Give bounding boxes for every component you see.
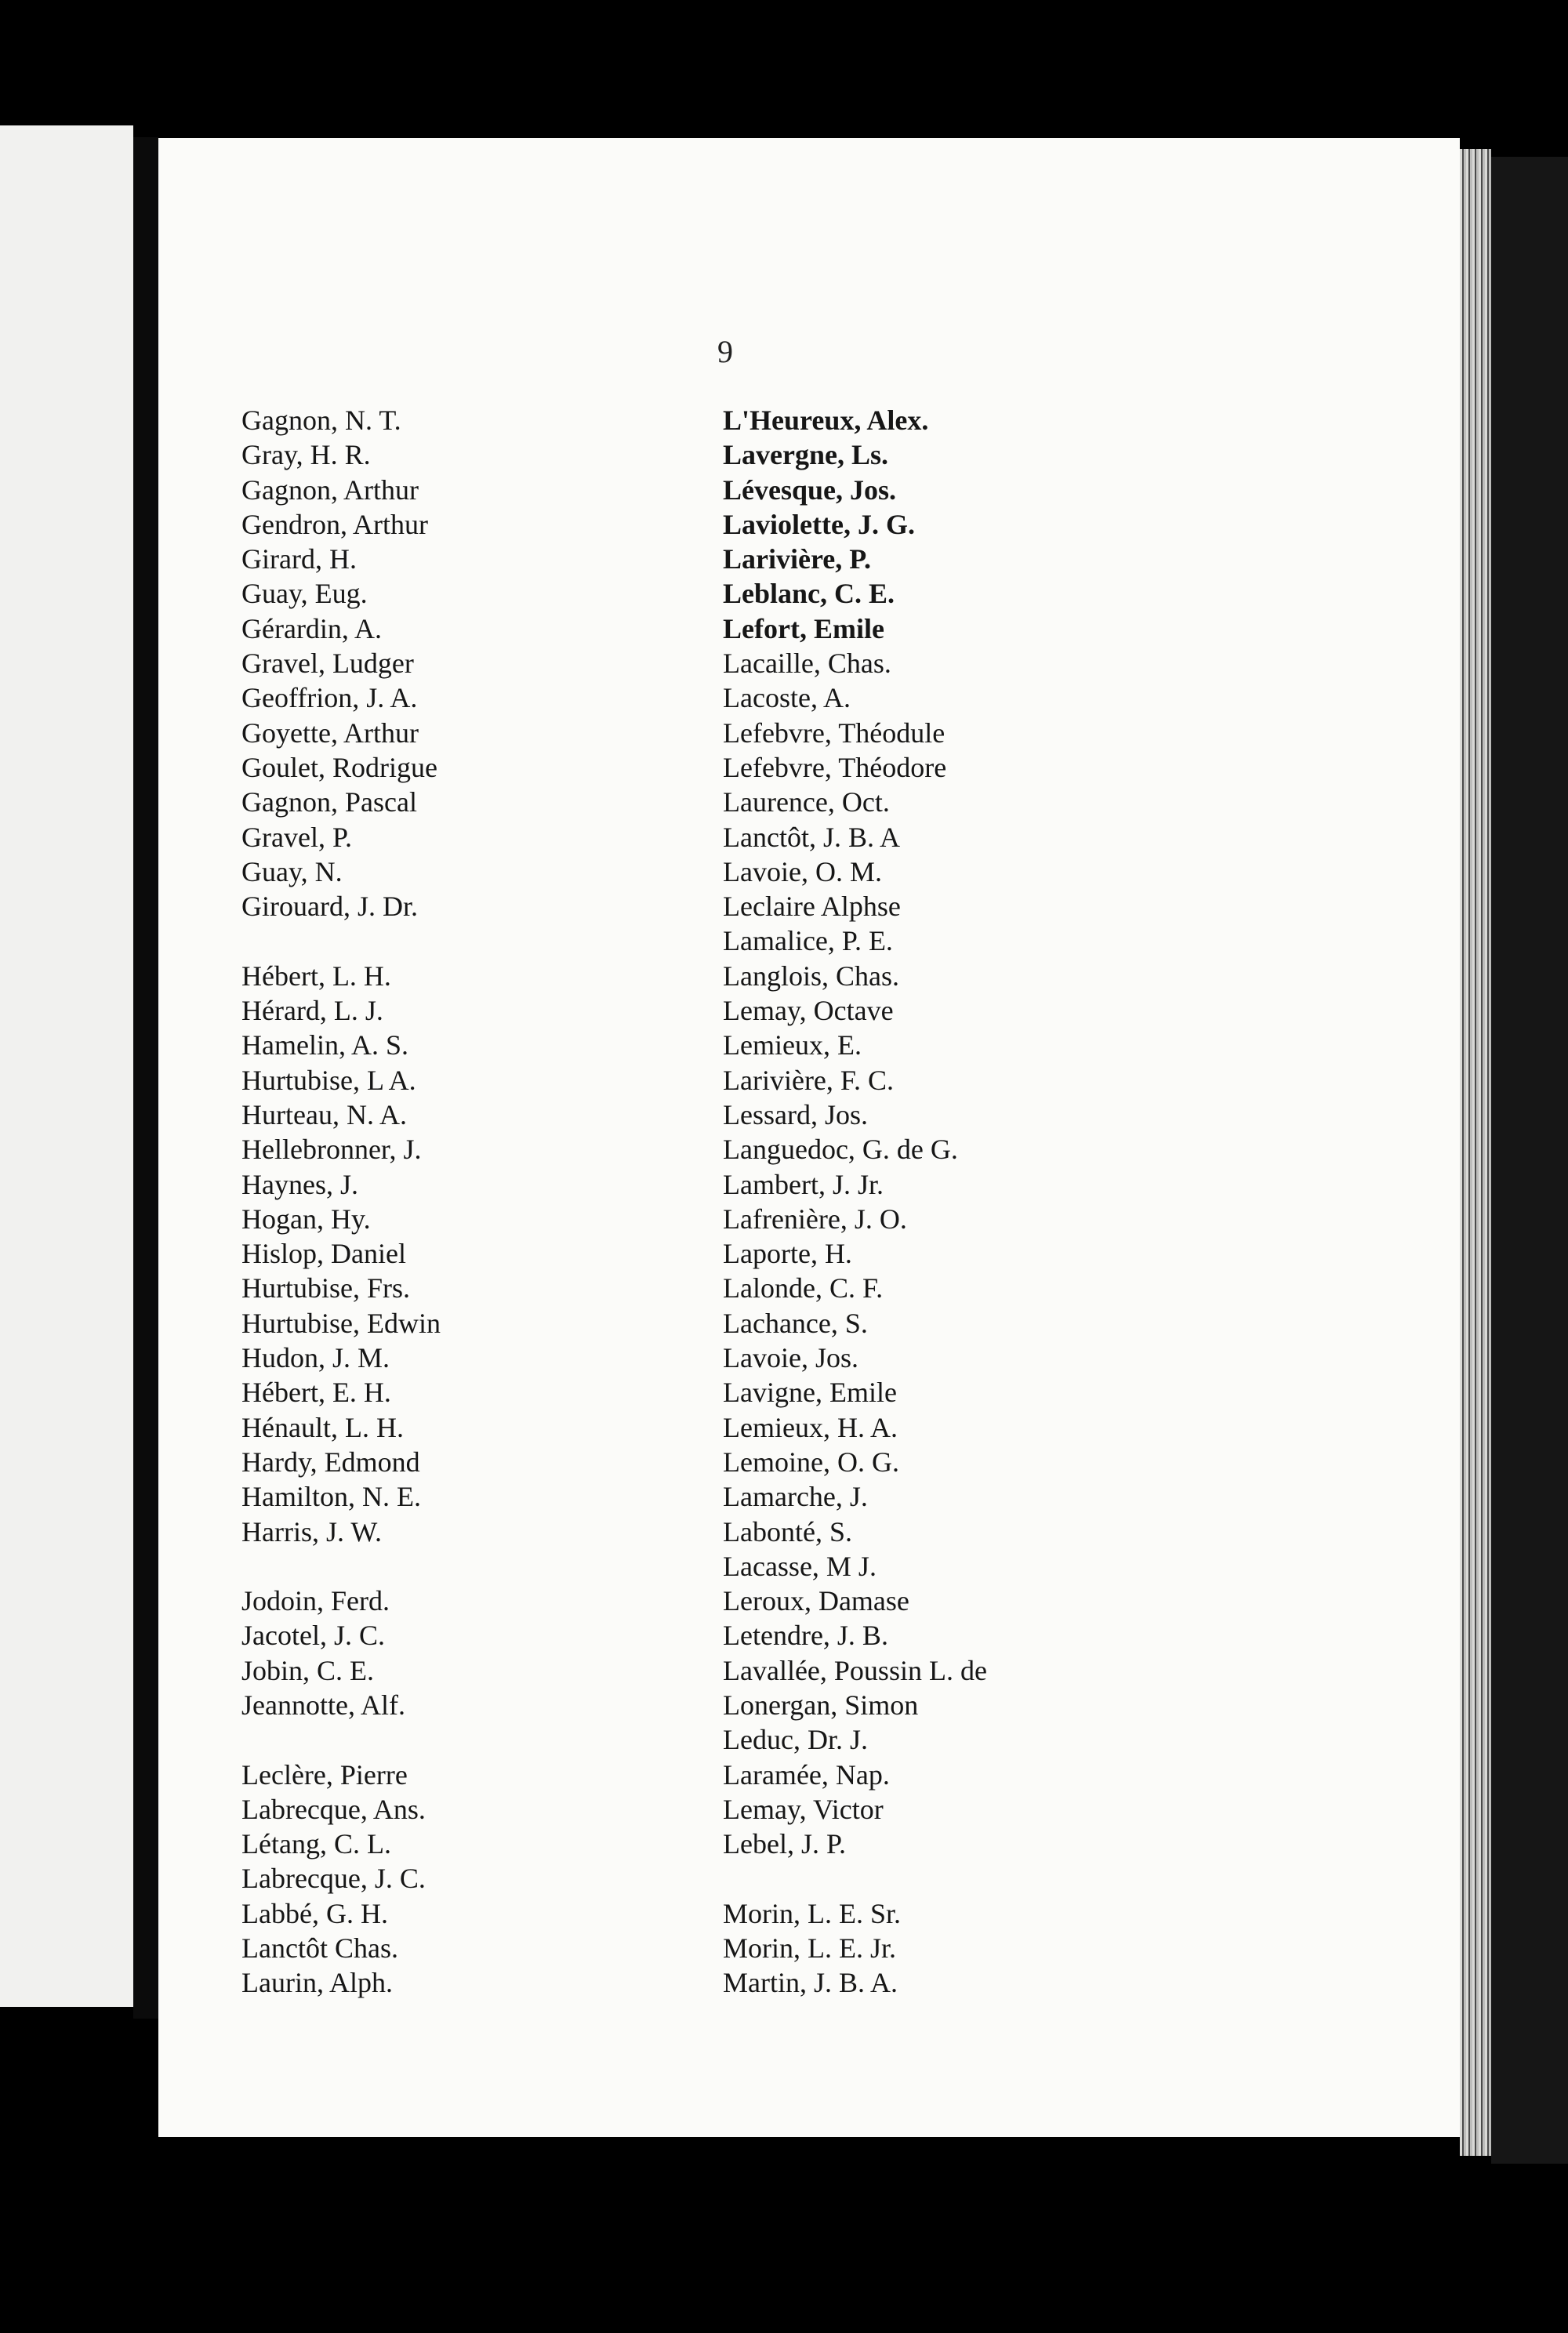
name-entry: Jobin, C. E.: [241, 1654, 375, 1686]
name-entry: Lacasse, M J.: [723, 1550, 877, 1582]
name-entry: Lefebvre, Théodule: [723, 717, 946, 749]
name-entry: Laviolette, J. G.: [723, 508, 915, 540]
name-entry: Lemieux, E.: [723, 1029, 862, 1061]
name-entry: Girard, H.: [241, 543, 357, 575]
name-entry: Gray, H. R.: [241, 439, 371, 471]
name-entry: Laporte, H.: [723, 1238, 852, 1270]
name-entry: Jeannotte, Alf.: [241, 1689, 405, 1721]
name-entry: Leclaire Alphse: [723, 891, 901, 923]
name-entry: Lachance, S.: [723, 1307, 868, 1339]
name-entry: Lavigne, Emile: [723, 1377, 897, 1409]
name-entry: Laramée, Nap.: [723, 1758, 890, 1791]
name-entry: Leroux, Damase: [723, 1585, 909, 1617]
adjacent-page-edge: [0, 125, 133, 2007]
name-entry: Gérardin, A.: [241, 612, 382, 644]
name-entry: Lemieux, H. A.: [723, 1411, 898, 1443]
name-entry: Gagnon, Pascal: [241, 786, 417, 818]
name-entry: Labonté, S.: [723, 1515, 852, 1547]
name-entry: Lanctôt Chas.: [241, 1932, 398, 1965]
section-spacer: [241, 1549, 441, 1584]
name-entry: Lacoste, A.: [723, 682, 851, 714]
name-entry: Hurtubise, Frs.: [241, 1272, 410, 1304]
name-entry: Lamarche, J.: [723, 1481, 868, 1513]
name-entry: Hurteau, N. A.: [241, 1098, 407, 1130]
name-entry: L'Heureux, Alex.: [723, 405, 929, 436]
name-entry: Girouard, J. Dr.: [241, 891, 418, 923]
name-entry: Hamelin, A. S.: [241, 1029, 408, 1061]
book-cover-edge: [1491, 157, 1568, 2164]
name-entry: Gravel, P.: [241, 821, 352, 853]
name-entry: Harris, J. W.: [241, 1515, 382, 1547]
name-entry: Hébert, E. H.: [241, 1377, 391, 1409]
name-entry: Martin, J. B. A.: [723, 1967, 898, 1999]
name-entry: Hénault, L. H.: [241, 1411, 404, 1443]
name-entry: Hérard, L. J.: [241, 995, 383, 1027]
name-entry: Langlois, Chas.: [723, 960, 899, 992]
name-entry: Labbé, G. H.: [241, 1897, 388, 1929]
name-entry: Lavallée, Poussin L. de: [723, 1654, 987, 1686]
name-entry: Lemay, Octave: [723, 995, 894, 1027]
name-entry: Lefebvre, Théodore: [723, 751, 947, 783]
name-entry: Hudon, J. M.: [241, 1342, 390, 1374]
name-entry: Lonergan, Simon: [723, 1689, 919, 1721]
names-column-left: [241, 403, 441, 2001]
name-entry: Gravel, Ludger: [241, 648, 414, 680]
name-entry: Hamilton, N. E.: [241, 1481, 421, 1513]
name-entry: Létang, C. L.: [241, 1828, 391, 1860]
name-entry: Lavoie, O. M.: [723, 855, 882, 887]
name-entry: Hellebronner, J.: [241, 1134, 422, 1166]
name-entry: Leclère, Pierre: [241, 1758, 408, 1791]
name-entry: Labrecque, J. C.: [241, 1863, 426, 1895]
name-entry: Geoffrion, J. A.: [241, 682, 418, 714]
name-entry: Larivière, F. C.: [723, 1064, 895, 1096]
name-entry: Guay, N.: [241, 855, 343, 887]
name-entry: Guay, Eug.: [241, 578, 368, 610]
name-entry: Jacotel, J. C.: [241, 1620, 385, 1652]
name-entry: Lavergne, Ls.: [723, 439, 888, 471]
section-spacer: [241, 1722, 441, 1757]
page-stack-edges: [1460, 149, 1491, 2156]
name-entry: Lemay, Victor: [723, 1793, 884, 1825]
name-entry: Gagnon, Arthur: [241, 473, 419, 506]
name-entry: Larivière, P.: [723, 543, 871, 575]
name-entry: Lebel, J. P.: [723, 1828, 846, 1860]
name-entry: Goyette, Arthur: [241, 717, 419, 749]
section-spacer: [723, 1861, 987, 1896]
name-entry: Lanctôt, J. B. A: [723, 821, 900, 853]
name-entry: Lambert, J. Jr.: [723, 1168, 884, 1200]
name-entry: Letendre, J. B.: [723, 1620, 888, 1652]
name-entry: Lemoine, O. G.: [723, 1446, 899, 1478]
name-entry: Laurence, Oct.: [723, 786, 890, 818]
name-entry: Lamalice, P. E.: [723, 925, 893, 957]
name-entry: Morin, L. E. Sr.: [723, 1897, 902, 1929]
name-entry: Lessard, Jos.: [723, 1098, 868, 1130]
name-entry: Jodoin, Ferd.: [241, 1585, 390, 1617]
name-entry: Lavoie, Jos.: [723, 1342, 858, 1374]
name-entry: Goulet, Rodrigue: [241, 751, 437, 783]
names-column-right: [723, 403, 987, 2001]
name-entry: Leduc, Dr. J.: [723, 1724, 868, 1756]
name-entry: Labrecque, Ans.: [241, 1793, 426, 1825]
name-entry: Hurtubise, Edwin: [241, 1307, 441, 1339]
name-entry: Morin, L. E. Jr.: [723, 1932, 896, 1965]
page-number: 9: [717, 334, 733, 369]
name-entry: Lafrenière, J. O.: [723, 1203, 907, 1235]
name-entry: Hardy, Edmond: [241, 1446, 420, 1478]
name-entry: Hislop, Daniel: [241, 1238, 406, 1270]
name-entry: Haynes, J.: [241, 1168, 358, 1200]
name-entry: Gendron, Arthur: [241, 508, 428, 540]
name-entry: Hurtubise, L A.: [241, 1064, 416, 1096]
name-entry: Gagnon, N. T.: [241, 405, 401, 436]
name-entry: Hogan, Hy.: [241, 1203, 371, 1235]
name-entry: Languedoc, G. de G.: [723, 1134, 958, 1166]
name-entry: Leblanc, C. E.: [723, 578, 895, 610]
name-entry: Lalonde, C. F.: [723, 1272, 884, 1304]
name-entry: Lefort, Emile: [723, 612, 884, 644]
name-entry: Lacaille, Chas.: [723, 648, 891, 680]
name-entry: Lévesque, Jos.: [723, 473, 897, 506]
name-entry: Hébert, L. H.: [241, 960, 391, 992]
section-spacer: [241, 923, 441, 958]
book-gutter: [133, 137, 158, 2019]
name-entry: Laurin, Alph.: [241, 1967, 393, 1999]
